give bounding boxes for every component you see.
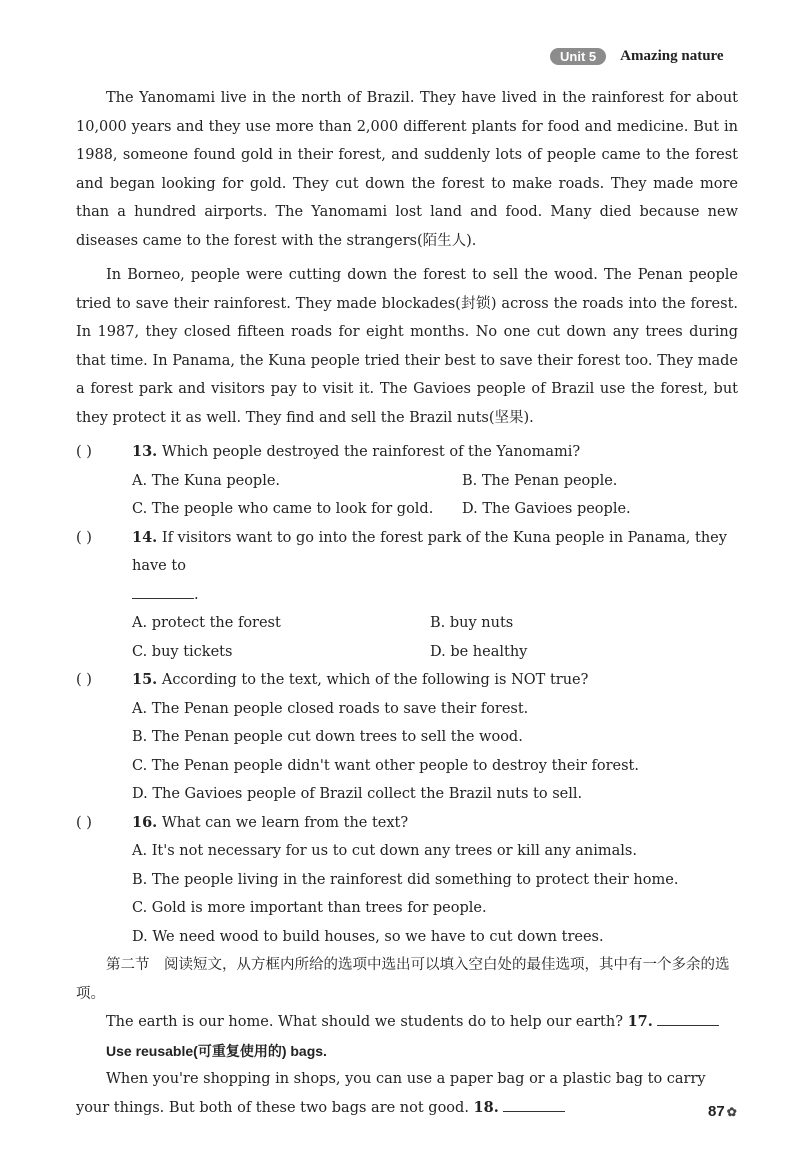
- question-14: [76, 524, 738, 581]
- option-b[interactable]: B. The Penan people.: [462, 472, 618, 489]
- answer-blank-18[interactable]: [503, 1095, 565, 1112]
- option-b[interactable]: B. The Penan people cut down trees to sell the wood.: [132, 729, 523, 745]
- question-number: 13.: [132, 443, 158, 460]
- question-number: 14.: [132, 528, 158, 546]
- option-c[interactable]: C. The Penan people didn't want other people to destroy their forest.: [132, 757, 639, 774]
- question-15: [76, 666, 738, 695]
- option-d[interactable]: D. be healthy: [430, 643, 528, 660]
- page-header: [550, 46, 724, 66]
- option-a[interactable]: A. protect the forest: [132, 615, 281, 631]
- section-2-line-1: The earth is our home. What should we students do to help our earth? 17.: [76, 1008, 738, 1037]
- question-16-options: [76, 837, 738, 951]
- section-2-subheading: Use reusable(可重复使用的) bags.: [106, 1042, 327, 1059]
- page-content: [76, 84, 738, 1122]
- question-14-options: [76, 609, 738, 666]
- question-13: [76, 438, 738, 467]
- option-c[interactable]: C. Gold is more important than trees for people.: [132, 900, 487, 916]
- answer-blank[interactable]: [132, 582, 194, 599]
- option-d[interactable]: D. The Gavioes people.: [462, 501, 631, 517]
- page-number-text: 87: [708, 1103, 725, 1120]
- passage-paragraph-1: The Yanomami live in the north of Brazil. They have lived in the rainforest for about 10,000 years and they use more than 2,000 different plants for food and medicine. But in 1988, someone found gold in their forest, and suddenly lots of people came to the forest and began looking for gold. They cut down the forest to make roads. They made more than a hundred airports. The Yanomami lost land and food. Many died because new diseases came to the forest with the strangers(陌生人).: [76, 90, 738, 249]
- option-c[interactable]: C. The people who came to look for gold.: [132, 501, 434, 517]
- question-16: [76, 809, 738, 838]
- passage-paragraph-2: In Borneo, people were cutting down the forest to sell the wood. The Penan people tried to save their rainforest. They made blockades(封锁) across the roads into the forest. In 1987, they closed fifteen roads for eight months. No one cut down any trees during that time. In Panama, the Kuna people tried their best to save their forest too. They made a forest park and visitors pay to visit it. The Gavioes people of Brazil use the forest, but they protect it as well. They find and sell the Brazil nuts(坚果).: [76, 267, 738, 426]
- option-a[interactable]: A. It's not necessary for us to cut down any trees or kill any animals.: [132, 843, 637, 859]
- question-15-options: [76, 695, 738, 809]
- unit-badge: Unit 5: [550, 48, 606, 65]
- question-14-blank-line: [76, 581, 738, 610]
- question-text: According to the text, which of the following is NOT true?: [161, 672, 589, 688]
- question-end-period: .: [194, 586, 199, 603]
- question-text: If visitors want to go into the forest park of the Kuna people in Panama, they have to: [132, 529, 727, 574]
- question-text: Which people destroyed the rainforest of the Yanomami?: [161, 444, 581, 460]
- blank-17-number: 17.: [627, 1013, 653, 1030]
- question-text: What can we learn from the text?: [161, 814, 409, 831]
- option-d[interactable]: D. We need wood to build houses, so we have to cut down trees.: [132, 928, 604, 945]
- option-b[interactable]: B. The people living in the rainforest did something to protect their home.: [132, 871, 679, 888]
- question-number: 16.: [132, 813, 158, 831]
- answer-blank-17[interactable]: [657, 1009, 719, 1026]
- option-a[interactable]: A. The Kuna people.: [132, 472, 281, 489]
- blank-18-number: 18.: [473, 1098, 499, 1116]
- option-b[interactable]: B. buy nuts: [430, 615, 514, 631]
- answer-bracket[interactable]: ( ): [76, 672, 92, 688]
- option-d[interactable]: D. The Gavioes people of Brazil collect the Brazil nuts to sell.: [132, 786, 583, 802]
- section-2-instruction: 第二节 阅读短文，从方框内所给的选项中选出可以填入空白处的最佳选项，其中有一个多余的选项。: [76, 957, 730, 1002]
- page-number: [708, 1103, 737, 1120]
- question-number: 15.: [132, 671, 158, 688]
- option-c[interactable]: C. buy tickets: [132, 643, 233, 660]
- gear-icon: ✿: [726, 1104, 737, 1119]
- section-2-line-2: When you're shopping in shops, you can use a paper bag or a plastic bag to carry your things. But both of these two bags are not good. 18.: [76, 1071, 706, 1116]
- answer-bracket[interactable]: ( ): [76, 444, 92, 460]
- unit-title: Amazing nature: [620, 47, 724, 64]
- answer-bracket[interactable]: ( ): [76, 529, 92, 546]
- question-13-options: [76, 467, 738, 524]
- option-a[interactable]: A. The Penan people closed roads to save their forest.: [132, 700, 529, 717]
- answer-bracket[interactable]: ( ): [76, 814, 92, 831]
